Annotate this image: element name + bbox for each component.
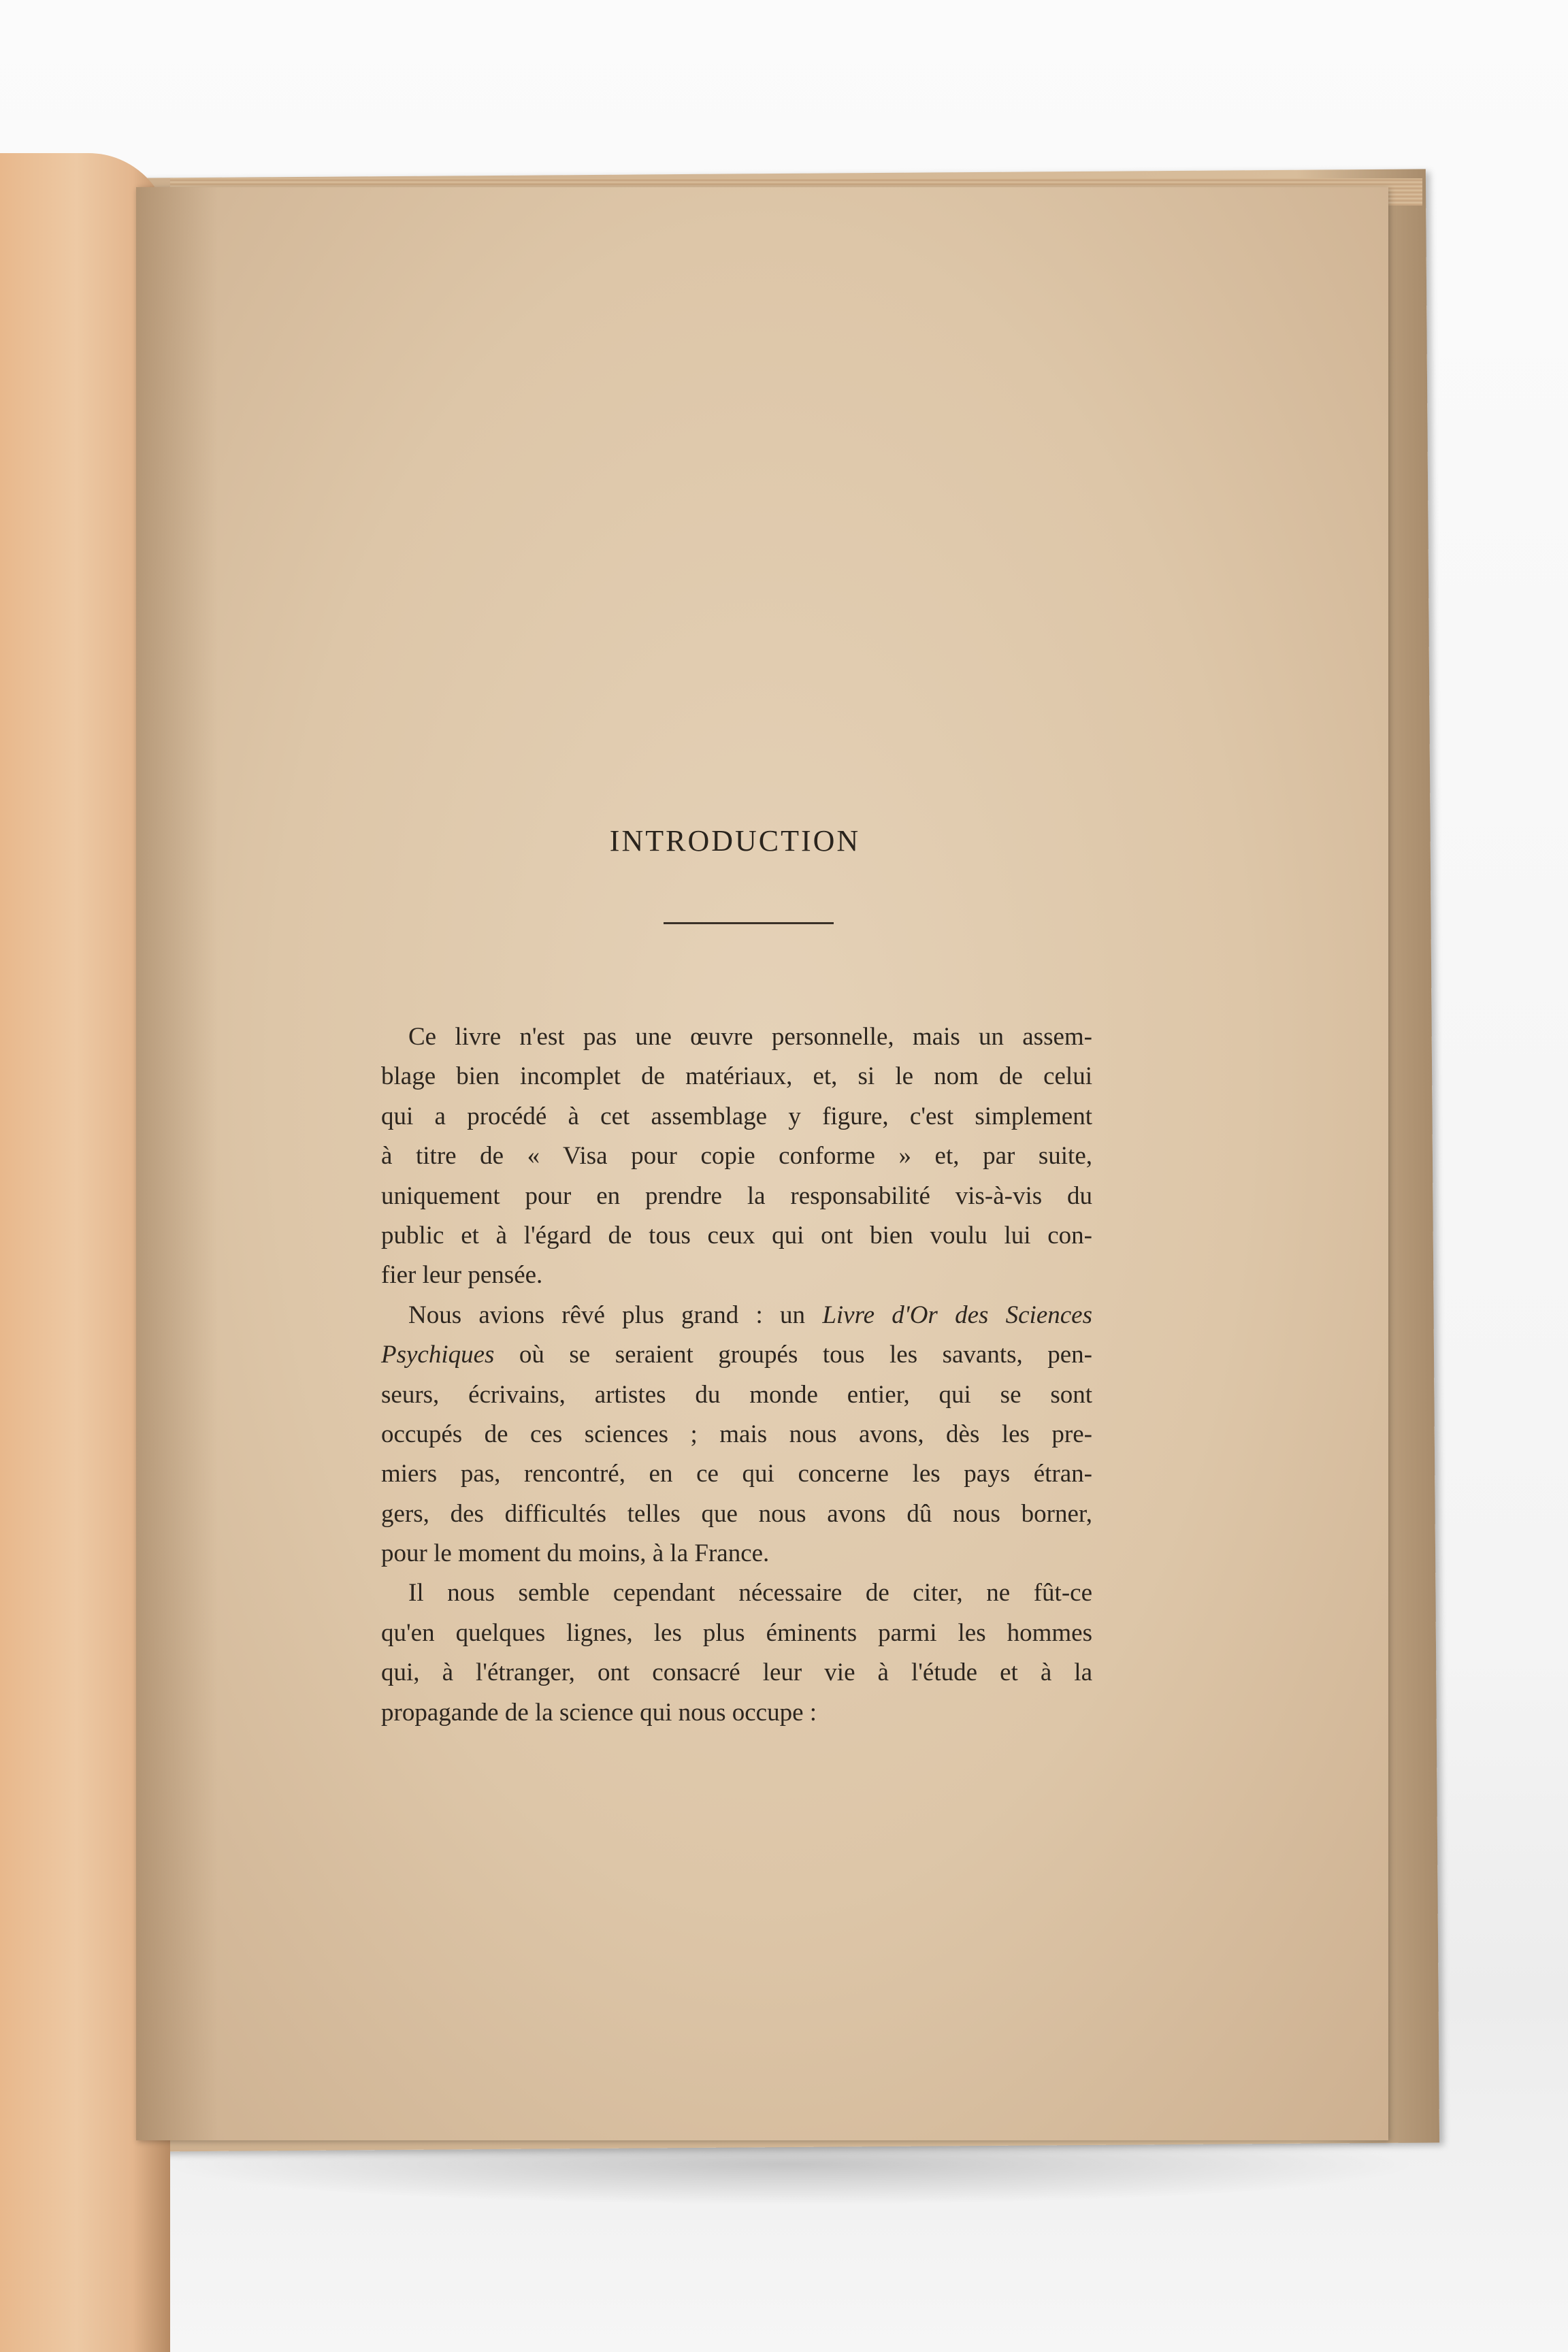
page-title: INTRODUCTION [609,824,861,858]
italic-title: Psychiques [381,1341,495,1369]
text-line: seurs, écrivains, artistes du monde entier, qui se sont [381,1380,1092,1409]
text-line: à titre de « Visa pour copie conforme » et, par suite, [381,1142,1092,1171]
text-line: Ce livre n'est pas une œuvre personnelle, mais un assem- [408,1023,1092,1051]
title-rule [664,922,834,924]
text-line: uniquement pour en prendre la responsabilité vis-à-vis du [381,1181,1092,1210]
text-line: qui a procédé à cet assemblage y figure, c'est simplement [381,1102,1092,1130]
text-line: fier leur pensée. [381,1261,543,1290]
text-line: gers, des difficultés telles que nous avons dû nous borner, [381,1499,1092,1528]
text-line: propagande de la science qui nous occupe : [381,1698,817,1727]
text-segment: Nous avions rêvé plus grand : un [408,1301,823,1329]
body-text [381,1017,1092,1733]
text-line: Il nous semble cependant nécessaire de citer, ne fût-ce [408,1579,1092,1607]
italic-title: Livre d'Or des Sciences [822,1301,1092,1329]
text-segment: où se seraient groupés tous les savants, pen- [494,1341,1092,1369]
text-line [381,1335,1092,1375]
text-line: public et à l'égard de tous ceux qui ont bien voulu lui con- [381,1221,1092,1250]
text-line: miers pas, rencontré, en ce qui concerne les pays étran- [381,1460,1092,1488]
text-line: occupés de ces sciences ; mais nous avons, dès les pre- [381,1420,1092,1448]
text-line [381,1296,1092,1335]
text-line: pour le moment du moins, à la France. [381,1539,770,1568]
gutter-shadow [136,187,218,2140]
text-line: qu'en quelques lignes, les plus éminents parmi les hommes [381,1618,1092,1647]
text-line: blage bien incomplet de matériaux, et, si le nom de celui [381,1062,1092,1091]
text-line: qui, à l'étranger, ont consacré leur vie à l'étude et à la [381,1659,1092,1687]
